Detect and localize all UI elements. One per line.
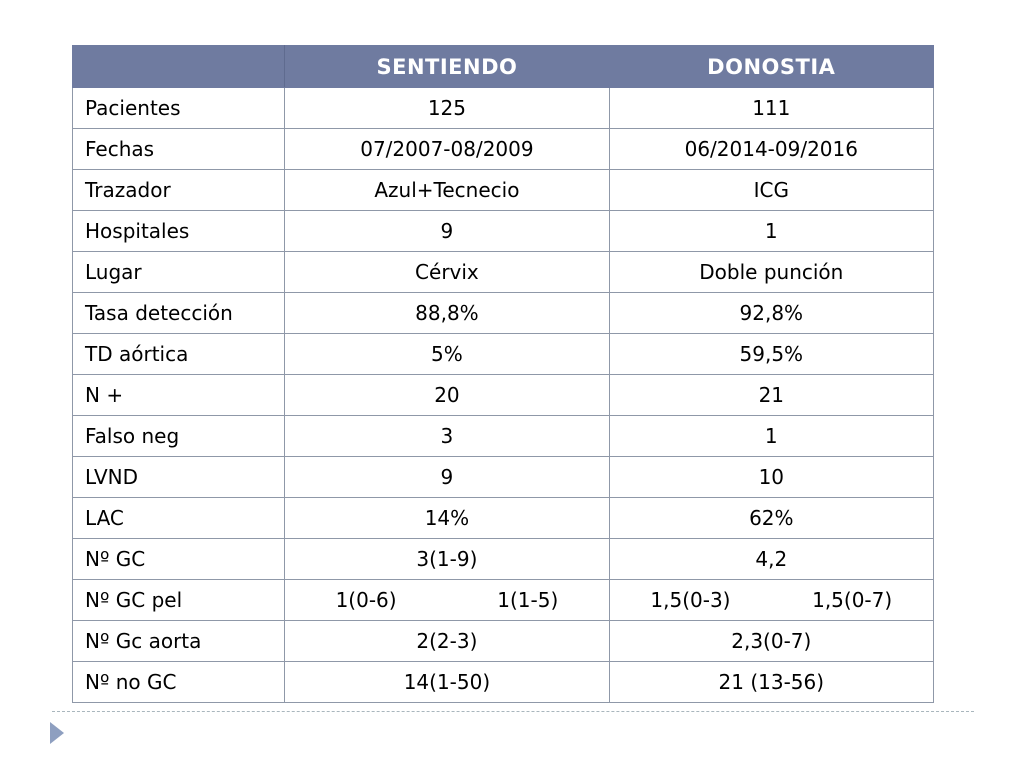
row-label: LAC (73, 498, 285, 539)
donostia-value: 4,2 (609, 539, 933, 580)
donostia-value: 59,5% (609, 334, 933, 375)
table-row (73, 375, 934, 416)
donostia-value: ICG (609, 170, 933, 211)
sentiendo-value: 14(1-50) (285, 662, 609, 703)
table-row (73, 498, 934, 539)
sentiendo-value: 14% (285, 498, 609, 539)
table-row (73, 662, 934, 703)
donostia-value: Doble punción (609, 252, 933, 293)
table-row (73, 621, 934, 662)
row-label: Trazador (73, 170, 285, 211)
donostia-value: 21 (609, 375, 933, 416)
table-row (73, 334, 934, 375)
donostia-value-a: 1,5(0-3) (609, 580, 771, 621)
table-header-row (73, 46, 934, 88)
table-row (73, 457, 934, 498)
table-row (73, 539, 934, 580)
header-label-cell (73, 46, 285, 88)
donostia-value: 92,8% (609, 293, 933, 334)
sentiendo-value: 20 (285, 375, 609, 416)
sentiendo-value: 9 (285, 457, 609, 498)
row-label: LVND (73, 457, 285, 498)
triangle-bullet-icon (50, 722, 64, 744)
row-label: TD aórtica (73, 334, 285, 375)
sentiendo-value: Cérvix (285, 252, 609, 293)
row-label: Falso neg (73, 416, 285, 457)
sentiendo-value: 3 (285, 416, 609, 457)
sentiendo-value: 3(1-9) (285, 539, 609, 580)
donostia-value: 06/2014-09/2016 (609, 129, 933, 170)
sentiendo-value: 07/2007-08/2009 (285, 129, 609, 170)
donostia-value: 1 (609, 211, 933, 252)
donostia-value: 1 (609, 416, 933, 457)
donostia-value: 111 (609, 88, 933, 129)
sentiendo-value: 125 (285, 88, 609, 129)
donostia-value: 2,3(0-7) (609, 621, 933, 662)
row-label: Nº Gc aorta (73, 621, 285, 662)
table-row (73, 211, 934, 252)
table-row (73, 416, 934, 457)
table-row (73, 88, 934, 129)
donostia-value-b: 1,5(0-7) (771, 580, 933, 621)
row-label: N + (73, 375, 285, 416)
header-sentiendo: SENTIENDO (285, 46, 609, 88)
row-label: Fechas (73, 129, 285, 170)
sentiendo-value: 5% (285, 334, 609, 375)
table-row (73, 170, 934, 211)
row-label: Tasa detección (73, 293, 285, 334)
header-donostia: DONOSTIA (609, 46, 933, 88)
table-row (73, 293, 934, 334)
sentiendo-value-a: 1(0-6) (285, 580, 447, 621)
table-row (73, 252, 934, 293)
sentiendo-value: 9 (285, 211, 609, 252)
donostia-value: 10 (609, 457, 933, 498)
row-label: Nº GC (73, 539, 285, 580)
row-label: Hospitales (73, 211, 285, 252)
row-label: Pacientes (73, 88, 285, 129)
row-label: Nº GC pel (73, 580, 285, 621)
donostia-value: 62% (609, 498, 933, 539)
row-label: Lugar (73, 252, 285, 293)
sentiendo-value: 2(2-3) (285, 621, 609, 662)
sentiendo-value: 88,8% (285, 293, 609, 334)
sentiendo-value-b: 1(1-5) (447, 580, 609, 621)
comparison-table (72, 45, 934, 703)
row-label: Nº no GC (73, 662, 285, 703)
sentiendo-value: Azul+Tecnecio (285, 170, 609, 211)
table-row (73, 129, 934, 170)
slide-divider (52, 711, 974, 712)
table-row-gc-pel (73, 580, 934, 621)
donostia-value: 21 (13-56) (609, 662, 933, 703)
